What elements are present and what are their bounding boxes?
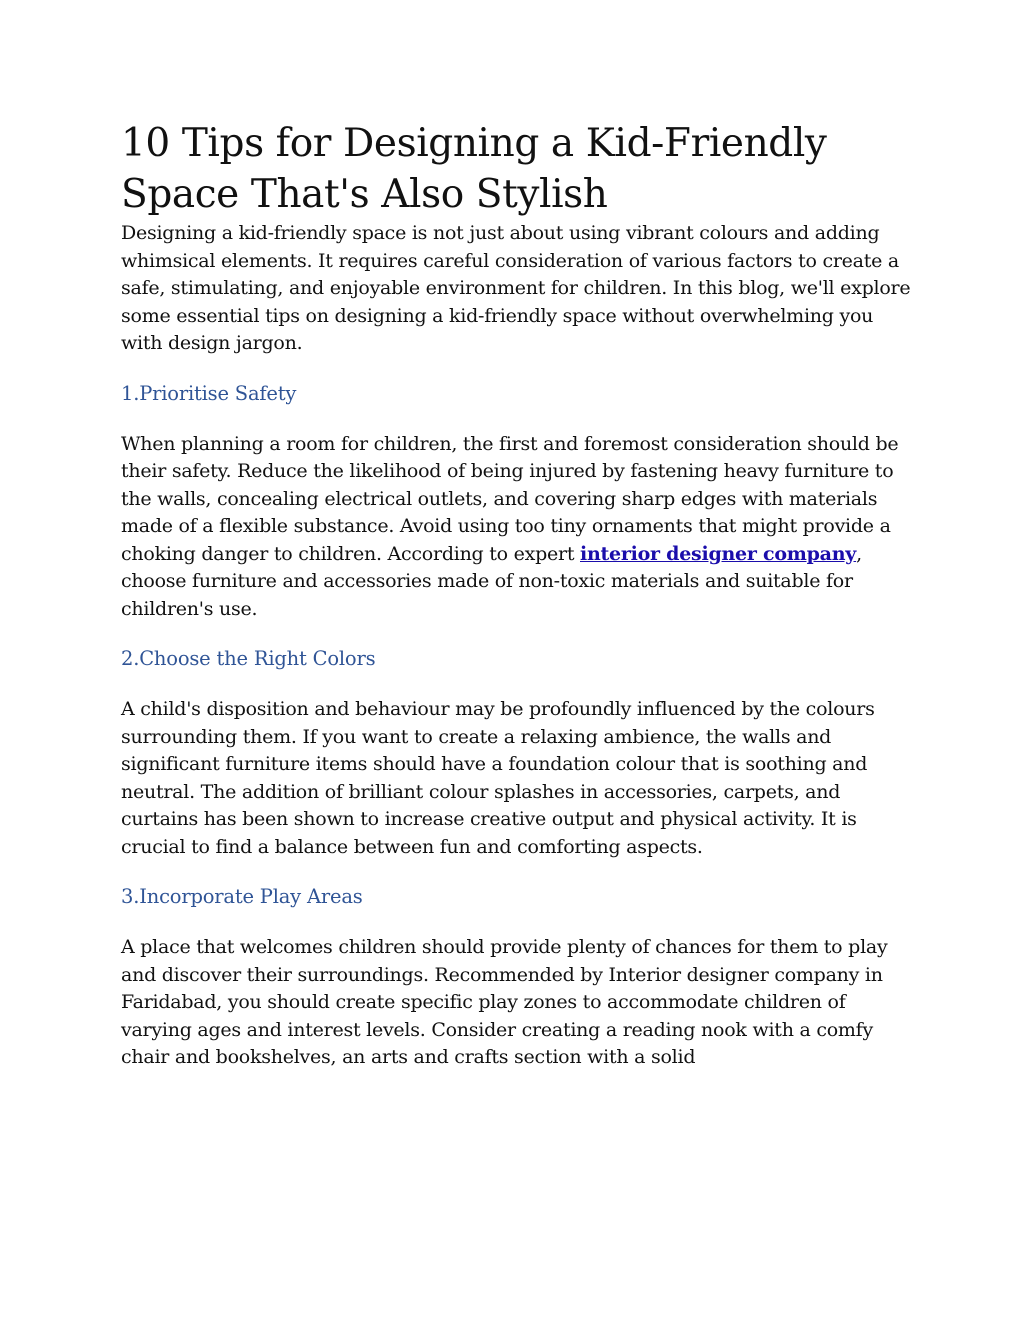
section-heading-safety: 1.Prioritise Safety bbox=[121, 381, 297, 405]
article-title bbox=[121, 118, 911, 220]
intro-paragraph: Designing a kid-friendly space is not just about using vibrant colours and adding whimsical elements. It requires careful consideration of various factors to create a safe, stimulating, and enjoyable environment for children. In this blog, we'll explore some essential tips on designing a kid-friendly space without overwhelming you with design jargon. bbox=[121, 222, 911, 354]
interior-designer-company-link[interactable]: interior designer company bbox=[580, 542, 857, 565]
section-heading-colors: 2.Choose the Right Colors bbox=[121, 647, 376, 670]
title-line-2: Space That's Also Stylish bbox=[121, 172, 608, 217]
section-body-play-areas: A place that welcomes children should provide plenty of chances for them to play and discover their surroundings. Recommended by Interior designer company in Faridabad, you should create specific play zones to accommodate children of varying ages and interest levels. Consider creating a reading nook with a comfy chair and bookshelves, an arts and crafts section with a solid bbox=[121, 936, 888, 1068]
section-body-colors: A child's disposition and behaviour may be profoundly influenced by the colours surrounding them. If you want to create a relaxing ambience, the walls and significant furniture items should have a foundation colour that is soothing and neutral. The addition of brilliant colour splashes in accessories, carpets, and curtains has been shown to increase creative output and physical activity. It is crucial to find a balance between fun and comforting aspects. bbox=[121, 698, 875, 858]
safety-text-after-link: , choose furniture and accessories made of non-toxic materials and suitable for children's use. bbox=[121, 542, 862, 620]
section-heading-play-areas: 3.Incorporate Play Areas bbox=[121, 885, 363, 908]
section-body-safety bbox=[121, 431, 911, 624]
safety-text-before-link: When planning a room for children, the first and foremost consideration should be their safety. Reduce the likelihood of being injured by fastening heavy furniture to the walls, concealing electrical outlets, and covering sharp edges with materials made of a flexible substance. Avoid using too tiny ornaments that might provide a choking danger to children. According to expert bbox=[121, 432, 899, 565]
title-line-1: 10 Tips for Designing a Kid-Friendly bbox=[121, 121, 827, 166]
document-page bbox=[121, 118, 911, 1072]
